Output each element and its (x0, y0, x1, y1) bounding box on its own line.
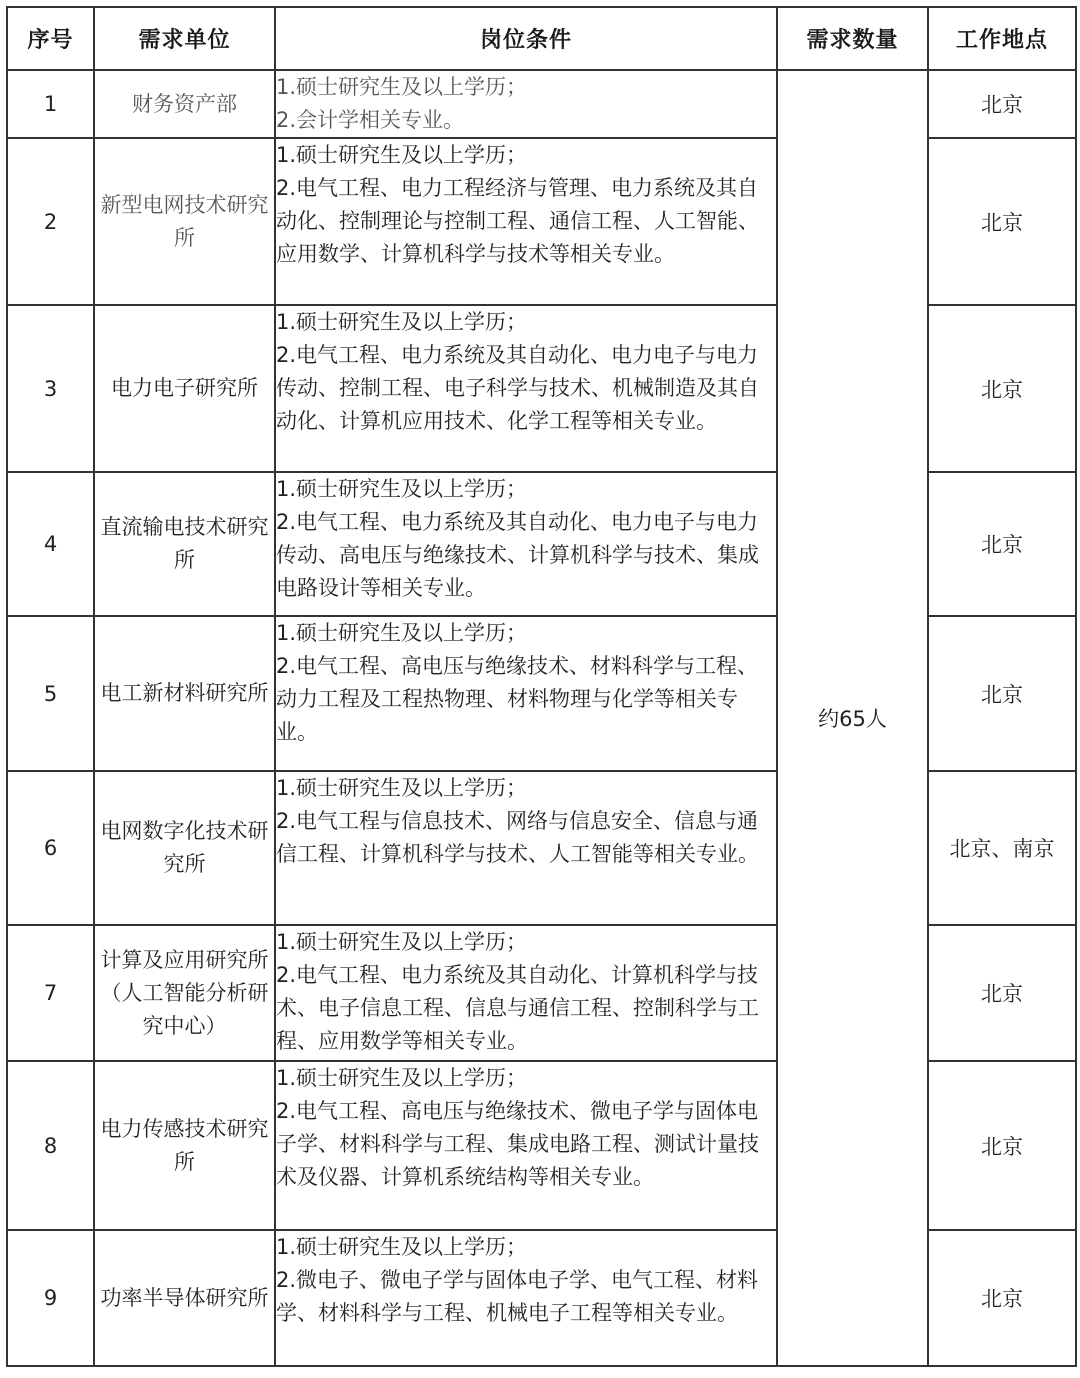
row-location: 北京 (928, 616, 1076, 771)
row-index: 6 (7, 771, 94, 925)
row-index: 7 (7, 925, 94, 1061)
row-conditions (275, 472, 777, 616)
row-location: 北京 (928, 1230, 1076, 1366)
condition-line: 1.硕士研究生及以上学历； (276, 75, 528, 99)
condition-line: 1.硕士研究生及以上学历； (276, 776, 528, 800)
recruitment-table (6, 6, 1077, 1367)
row-location: 北京 (928, 925, 1076, 1061)
table-row (7, 70, 1076, 138)
condition-line: 1.硕士研究生及以上学历； (276, 1066, 528, 1090)
row-unit: 电工新材料研究所 (94, 616, 275, 771)
condition-line: 2.电气工程、电力系统及其自动化、电力电子与电力传动、高电压与绝缘技术、计算机科学与技术、集成电路设计等相关专业。 (276, 510, 759, 600)
row-unit: 功率半导体研究所 (94, 1230, 275, 1366)
row-location: 北京 (928, 70, 1076, 138)
row-location: 北京 (928, 472, 1076, 616)
row-unit: 电网数字化技术研究所 (94, 771, 275, 925)
row-unit: 新型电网技术研究所 (94, 138, 275, 305)
row-unit: 计算及应用研究所（人工智能分析研究中心） (94, 925, 275, 1061)
row-unit: 电力电子研究所 (94, 305, 275, 472)
row-unit: 电力传感技术研究所 (94, 1061, 275, 1230)
row-conditions (275, 1230, 777, 1366)
count-cell: 约65人 (777, 70, 928, 1366)
row-index: 3 (7, 305, 94, 472)
header-unit: 需求单位 (94, 7, 275, 70)
row-conditions (275, 138, 777, 305)
row-unit: 直流输电技术研究所 (94, 472, 275, 616)
condition-line: 2.电气工程、高电压与绝缘技术、微电子学与固体电子学、材料科学与工程、集成电路工程、测试计量技术及仪器、计算机系统结构等相关专业。 (276, 1099, 759, 1189)
row-location: 北京 (928, 138, 1076, 305)
row-index: 1 (7, 70, 94, 138)
header-row (7, 7, 1076, 70)
header-conditions: 岗位条件 (275, 7, 777, 70)
row-index: 5 (7, 616, 94, 771)
condition-line: 1.硕士研究生及以上学历； (276, 310, 528, 334)
condition-line: 1.硕士研究生及以上学历； (276, 477, 528, 501)
condition-line: 1.硕士研究生及以上学历； (276, 1235, 528, 1259)
row-location: 北京 (928, 305, 1076, 472)
row-location: 北京 (928, 1061, 1076, 1230)
condition-line: 2.电气工程、电力系统及其自动化、电力电子与电力传动、控制工程、电子科学与技术、机械制造及其自动化、计算机应用技术、化学工程等相关专业。 (276, 343, 759, 433)
row-index: 9 (7, 1230, 94, 1366)
row-index: 8 (7, 1061, 94, 1230)
row-conditions (275, 925, 777, 1061)
row-unit: 财务资产部 (94, 70, 275, 138)
condition-line: 1.硕士研究生及以上学历； (276, 621, 528, 645)
condition-line: 2.电气工程、电力工程经济与管理、电力系统及其自动化、控制理论与控制工程、通信工程、人工智能、应用数学、计算机科学与技术等相关专业。 (276, 176, 759, 266)
header-index: 序号 (7, 7, 94, 70)
row-conditions (275, 616, 777, 771)
row-conditions (275, 305, 777, 472)
row-index: 4 (7, 472, 94, 616)
row-conditions (275, 70, 777, 138)
condition-line: 2.会计学相关专业。 (276, 108, 465, 132)
condition-line: 2.电气工程与信息技术、网络与信息安全、信息与通信工程、计算机科学与技术、人工智能等相关专业。 (276, 809, 759, 866)
condition-line: 2.电气工程、高电压与绝缘技术、材料科学与工程、动力工程及工程热物理、材料物理与化学等相关专业。 (276, 654, 759, 744)
condition-line: 1.硕士研究生及以上学历； (276, 143, 528, 167)
condition-line: 2.微电子、微电子学与固体电子学、电气工程、材料学、材料科学与工程、机械电子工程等相关专业。 (276, 1268, 759, 1325)
row-index: 2 (7, 138, 94, 305)
condition-line: 2.电气工程、电力系统及其自动化、计算机科学与技术、电子信息工程、信息与通信工程、控制科学与工程、应用数学等相关专业。 (276, 963, 759, 1053)
row-location: 北京、南京 (928, 771, 1076, 925)
condition-line: 1.硕士研究生及以上学历； (276, 930, 528, 954)
row-conditions (275, 771, 777, 925)
header-count: 需求数量 (777, 7, 928, 70)
row-conditions (275, 1061, 777, 1230)
header-location: 工作地点 (928, 7, 1076, 70)
